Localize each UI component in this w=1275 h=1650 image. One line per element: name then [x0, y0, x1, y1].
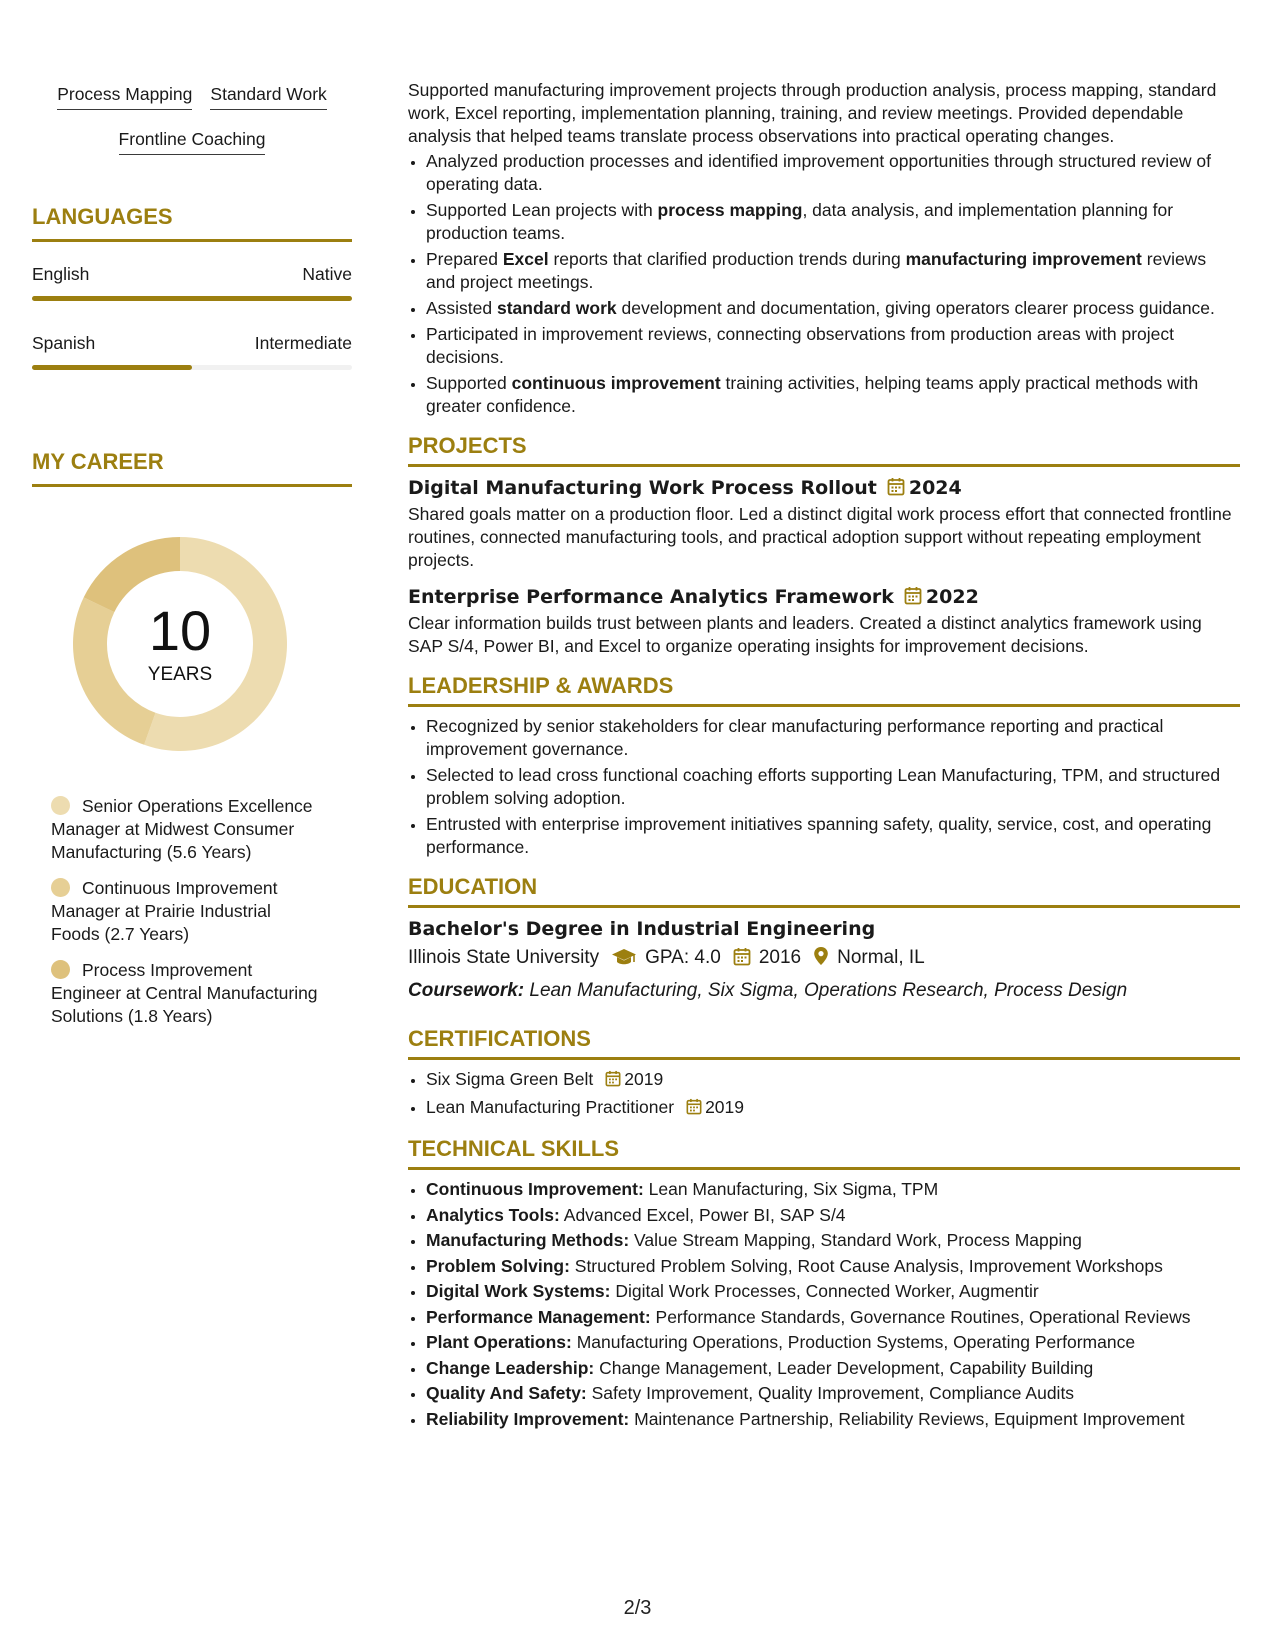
project-title: Digital Manufacturing Work Process Rollout: [408, 477, 877, 499]
experience-summary: Supported manufacturing improvement projects through production analysis, process mapping, standard work, Excel reporting, implementation planning, training, and review meetings. Provided dependable analysis that helped teams translate process observations into practical operating changes.: [408, 80, 1217, 146]
calendar-icon: [686, 1098, 702, 1121]
experience-bullet: • Supported continuous improvement training activities, helping teams apply practical methods with greater confidence.: [426, 372, 1240, 418]
education-location: Normal, IL: [837, 947, 925, 968]
legend-dot: [51, 960, 70, 979]
coursework-label: Coursework:: [408, 980, 525, 1001]
skill-category: Change Leadership:: [426, 1357, 595, 1378]
project-year: 2024: [908, 477, 962, 499]
career-role-text: Senior Operations Excellence Manager at Midwest Consumer Manufacturing (5.6 Years): [51, 796, 313, 862]
language-proficiency-bar: [32, 365, 352, 370]
project-year: 2022: [925, 586, 979, 608]
skill-item: • Continuous Improvement: Lean Manufacturing, Six Sigma, TPM: [426, 1178, 1240, 1201]
skill-category: Digital Work Systems:: [426, 1281, 611, 1301]
legend-dot: [51, 878, 70, 897]
calendar-icon: [605, 1070, 621, 1093]
education-details: [408, 944, 1240, 975]
experience-bullets: [408, 150, 1240, 418]
skill-tag: Process Mapping: [57, 82, 192, 110]
certification-item: [426, 1096, 1240, 1121]
calendar-icon: [887, 477, 905, 503]
language-name: Spanish: [32, 333, 96, 353]
leadership-list: [408, 715, 1240, 859]
education-coursework: [408, 977, 1240, 1005]
leadership-item: • Recognized by senior stakeholders for clear manufacturing performance reporting and practical improvement governance.: [426, 715, 1240, 761]
skill-tag: Standard Work: [210, 82, 326, 110]
legend-dot: [51, 796, 70, 815]
education-gpa: GPA: 4.0: [645, 947, 721, 968]
skill-item: • Manufacturing Methods: Value Stream Mapping, Standard Work, Process Mapping: [426, 1229, 1240, 1252]
experience-bullet: • Assisted standard work development and documentation, giving operators clearer process guidance.: [426, 297, 1240, 320]
skills-heading: TECHNICAL SKILLS: [408, 1135, 1240, 1170]
career-total-years: 10: [148, 599, 212, 662]
skill-category: Reliability Improvement:: [426, 1408, 630, 1429]
skill-category: Continuous Improvement:: [426, 1179, 644, 1199]
career-role-text: Continuous Improvement Manager at Prairie Industrial Foods (2.7 Years): [51, 878, 278, 944]
education-heading: EDUCATION: [408, 873, 1240, 908]
skill-category: Problem Solving:: [426, 1255, 570, 1276]
career-heading: MY CAREER: [32, 448, 352, 487]
career-role: [51, 877, 321, 946]
skill-category: Analytics Tools:: [426, 1204, 560, 1225]
certification-name: Six Sigma Green Belt: [426, 1069, 594, 1089]
leadership-heading: LEADERSHIP & AWARDS: [408, 672, 1240, 707]
language-spanish: [32, 331, 352, 370]
language-proficiency-fill: [32, 296, 352, 301]
certification-name: Lean Manufacturing Practitioner: [426, 1097, 675, 1117]
language-level: Native: [302, 264, 352, 284]
experience-bullet: • Participated in improvement reviews, connecting observations from production areas with project decisions.: [426, 323, 1240, 369]
skill-category: Performance Management:: [426, 1306, 651, 1327]
skills-list: [408, 1178, 1240, 1431]
leadership-item: • Selected to lead cross functional coaching efforts supporting Lean Manufacturing, TPM, and structured problem solving adoption.: [426, 764, 1240, 810]
skill-category: Plant Operations:: [426, 1332, 572, 1352]
language-level: Intermediate: [254, 333, 352, 353]
skill-item: • Reliability Improvement: Maintenance Partnership, Reliability Reviews, Equipment Improvement: [426, 1408, 1240, 1431]
page-number: 2/3: [623, 1597, 652, 1619]
location-pin-icon: [813, 946, 829, 975]
career-role: [51, 959, 321, 1028]
career-role: [51, 795, 321, 864]
project-item: [408, 475, 1240, 572]
project-item: [408, 584, 1240, 658]
education-degree: Bachelor's Degree in Industrial Engineering: [408, 918, 876, 940]
projects-heading: PROJECTS: [408, 432, 1240, 467]
language-proficiency-fill: [32, 365, 192, 370]
experience-bullet: • Prepared Excel reports that clarified production trends during manufacturing improvement reviews and project meetings.: [426, 248, 1240, 294]
languages-heading: LANGUAGES: [32, 203, 352, 242]
project-description: Clear information builds trust between plants and leaders. Created a distinct analytics framework using SAP S/4, Power BI, and Excel to organize operating insights for improvement decisions.: [408, 613, 1202, 656]
calendar-icon: [733, 947, 751, 975]
language-name: English: [32, 264, 90, 284]
experience-bullet: • Analyzed production processes and identified improvement opportunities through structured review of operating data.: [426, 150, 1240, 196]
coursework-list: Lean Manufacturing, Six Sigma, Operations Research, Process Design: [529, 980, 1128, 1001]
certification-year: 2019: [705, 1097, 744, 1117]
skill-category: Quality And Safety:: [426, 1383, 587, 1403]
education-school: Illinois State University: [408, 947, 600, 968]
certifications-heading: CERTIFICATIONS: [408, 1025, 1240, 1060]
skill-tag: Frontline Coaching: [119, 127, 266, 155]
career-donut-chart: [65, 529, 295, 759]
project-description: Shared goals matter on a production floor. Led a distinct digital work process effort that connected frontline routines, connected manufacturing tools, and practical adoption support without repeating employment projects.: [408, 504, 1232, 570]
education-year: 2016: [758, 947, 802, 968]
skill-tags: [32, 82, 352, 155]
career-legend: [51, 795, 321, 1028]
leadership-item: • Entrusted with enterprise improvement initiatives spanning safety, quality, service, cost, and operating performance.: [426, 813, 1240, 859]
skill-category: Manufacturing Methods:: [426, 1230, 630, 1250]
certifications-list: [408, 1068, 1240, 1121]
language-english: [32, 262, 352, 301]
certification-item: [426, 1068, 1240, 1093]
language-proficiency-bar: [32, 296, 352, 301]
career-role-text: Process Improvement Engineer at Central Manufacturing Solutions (1.8 Years): [51, 960, 318, 1026]
skill-item: • Problem Solving: Structured Problem Solving, Root Cause Analysis, Improvement Workshops: [426, 1255, 1240, 1278]
skill-item: • Change Leadership: Change Management, Leader Development, Capability Building: [426, 1357, 1240, 1380]
calendar-icon: [904, 586, 922, 612]
skill-item: • Plant Operations: Manufacturing Operations, Production Systems, Operating Performance: [426, 1331, 1240, 1354]
skill-item: • Analytics Tools: Advanced Excel, Power BI, SAP S/4: [426, 1204, 1240, 1227]
project-title: Enterprise Performance Analytics Framework: [408, 586, 894, 608]
right-column: [408, 79, 1240, 1433]
skill-item: • Digital Work Systems: Digital Work Processes, Connected Worker, Augmentir: [426, 1280, 1240, 1303]
graduation-cap-icon: [611, 947, 637, 975]
skill-item: • Quality And Safety: Safety Improvement, Quality Improvement, Compliance Audits: [426, 1382, 1240, 1405]
experience-bullet: • Supported Lean projects with process mapping, data analysis, and implementation planning for production teams.: [426, 199, 1240, 245]
career-total-unit: YEARS: [147, 664, 213, 685]
skill-item: • Performance Management: Performance Standards, Governance Routines, Operational Reviews: [426, 1306, 1240, 1329]
certification-year: 2019: [624, 1069, 664, 1089]
left-column: [32, 82, 352, 1041]
